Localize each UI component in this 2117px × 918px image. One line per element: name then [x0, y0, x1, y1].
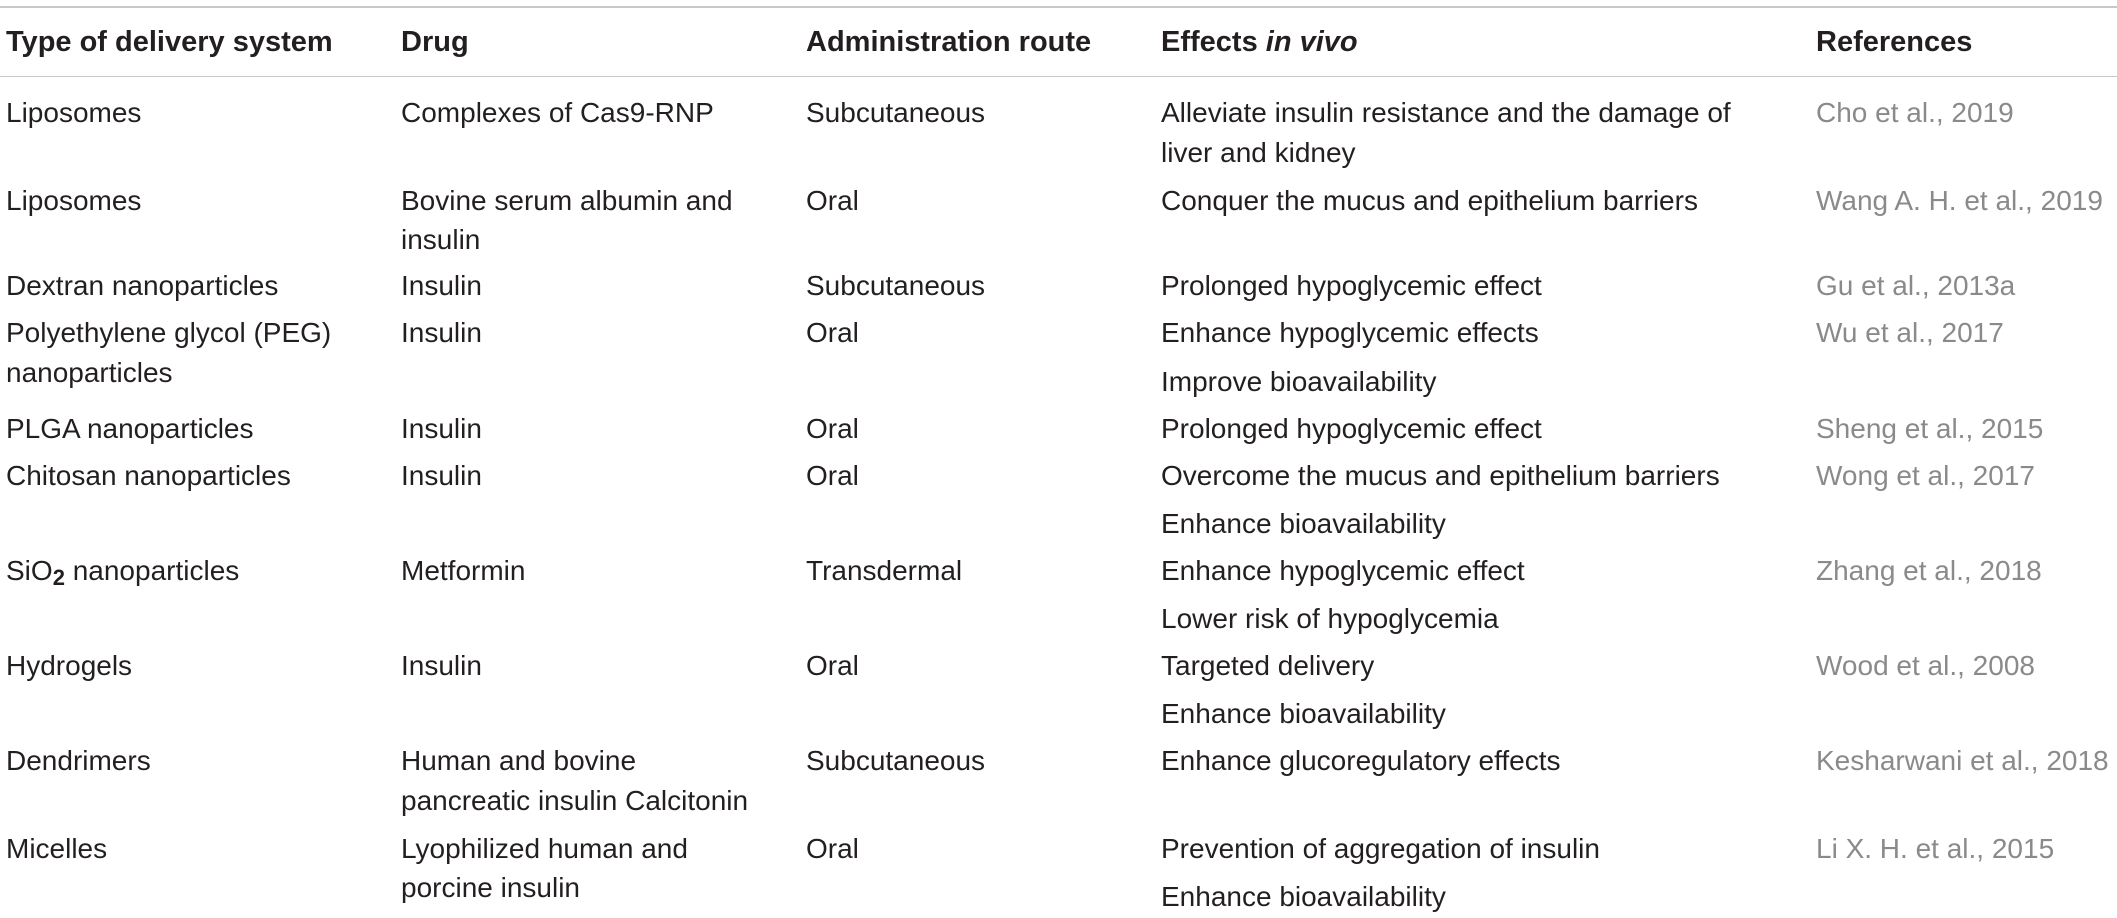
cell-drug: Insulin [401, 317, 482, 348]
cell-drug: Complexes of Cas9-RNP [401, 97, 714, 128]
cell-drug: Metformin [401, 555, 526, 586]
header-effects [1161, 22, 1358, 62]
cell-type: nanoparticles [6, 357, 173, 388]
cell-route: Oral [806, 833, 859, 864]
cell-effect: Conquer the mucus and epithelium barriers [1161, 185, 1698, 216]
cell-drug: insulin [401, 224, 481, 255]
cell-drug: porcine insulin [401, 872, 580, 903]
cell-effect: Overcome the mucus and epithelium barriers [1161, 460, 1720, 491]
cell-drug: Human and bovine [401, 745, 637, 776]
header-route: Administration route [806, 26, 1092, 58]
cell-route: Subcutaneous [806, 97, 986, 128]
cell-effect: Improve bioavailability [1161, 366, 1437, 397]
cell-route: Subcutaneous [806, 745, 986, 776]
cell-reference-link[interactable]: Li X. H. et al., 2015 [1816, 833, 2055, 864]
cell-effect: Enhance glucoregulatory effects [1161, 745, 1561, 776]
cell-drug: Insulin [401, 650, 482, 681]
cell-type: Polyethylene glycol (PEG) [6, 317, 332, 348]
cell-type: Chitosan nanoparticles [6, 460, 291, 491]
header-rule [0, 76, 2117, 77]
cell-effect: Targeted delivery [1161, 650, 1375, 681]
cell-route: Oral [806, 317, 859, 348]
cell-route: Oral [806, 185, 859, 216]
cell-reference-link[interactable]: Kesharwani et al., 2018 [1816, 745, 2109, 776]
cell-route: Oral [806, 460, 859, 491]
cell-reference-link[interactable]: Wong et al., 2017 [1816, 460, 2035, 491]
cell-effect: Prevention of aggregation of insulin [1161, 833, 1600, 864]
cell-reference-link[interactable]: Zhang et al., 2018 [1816, 555, 2042, 586]
cell-type: Liposomes [6, 97, 142, 128]
cell-type: Dextran nanoparticles [6, 270, 279, 301]
cell-drug: Lyophilized human and [401, 833, 688, 864]
cell-effect: Enhance bioavailability [1161, 698, 1446, 729]
cell-drug: pancreatic insulin Calcitonin [401, 785, 749, 816]
cell-effect: Enhance hypoglycemic effects [1161, 317, 1539, 348]
cell-type [6, 551, 239, 591]
cell-route: Oral [806, 650, 859, 681]
cell-reference-link[interactable]: Wang A. H. et al., 2019 [1816, 185, 2103, 216]
header-drug: Drug [401, 26, 469, 58]
cell-effect: Enhance bioavailability [1161, 508, 1446, 539]
cell-effect: Enhance bioavailability [1161, 881, 1446, 912]
cell-reference-link[interactable]: Wu et al., 2017 [1816, 317, 2004, 348]
cell-type: Hydrogels [6, 650, 133, 681]
cell-effect: Prolonged hypoglycemic effect [1161, 270, 1542, 301]
cell-reference-link[interactable]: Sheng et al., 2015 [1816, 413, 2044, 444]
cell-type-suffix: nanoparticles [64, 555, 240, 586]
cell-type: PLGA nanoparticles [6, 413, 254, 444]
cell-drug: Bovine serum albumin and [401, 185, 733, 216]
header-effects-label: Effects [1161, 26, 1266, 58]
cell-effect: Lower risk of hypoglycemia [1161, 603, 1499, 634]
cell-reference-link[interactable]: Wood et al., 2008 [1816, 650, 2035, 681]
cell-type: Liposomes [6, 185, 142, 216]
cell-type-subscript: 2 [52, 565, 65, 590]
cell-drug: Insulin [401, 413, 482, 444]
cell-type: Micelles [6, 833, 108, 864]
cell-type-formula: SiO [6, 555, 53, 586]
cell-effect: Prolonged hypoglycemic effect [1161, 413, 1542, 444]
header-references: References [1816, 26, 1973, 58]
header-effects-italic: in vivo [1265, 26, 1358, 58]
cell-route: Subcutaneous [806, 270, 986, 301]
table-top-rule [0, 6, 2117, 8]
cell-drug: Insulin [401, 270, 482, 301]
cell-reference-link[interactable]: Cho et al., 2019 [1816, 97, 2014, 128]
header-type: Type of delivery system [6, 26, 333, 58]
cell-route: Transdermal [806, 555, 963, 586]
cell-type: Dendrimers [6, 745, 151, 776]
cell-effect: Enhance hypoglycemic effect [1161, 555, 1525, 586]
cell-route: Oral [806, 413, 859, 444]
cell-reference-link[interactable]: Gu et al., 2013a [1816, 270, 2016, 301]
cell-effect: Alleviate insulin resistance and the damage of [1161, 97, 1731, 128]
cell-effect: liver and kidney [1161, 137, 1356, 168]
cell-drug: Insulin [401, 460, 482, 491]
